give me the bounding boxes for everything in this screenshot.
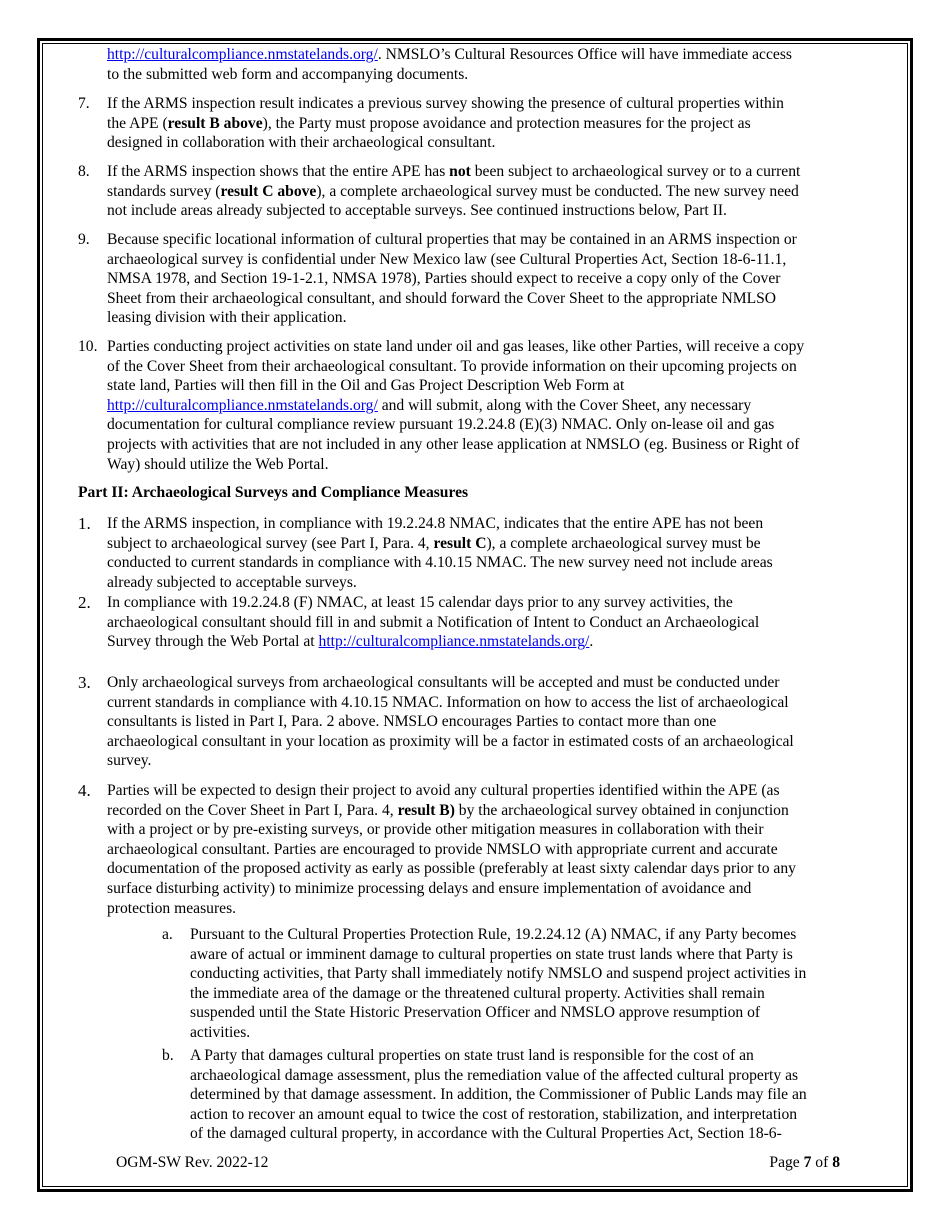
text-segment: ), a complete archaeological survey must be conducted. The new survey need	[316, 182, 799, 200]
text-line	[107, 289, 897, 309]
text-line	[107, 415, 897, 435]
text-line	[107, 820, 897, 840]
text-line	[107, 357, 897, 377]
text-segment: archaeological damage assessment, plus the remediation value of the affected cultural property as	[190, 1066, 799, 1084]
text-segment: projects with activities that are not included in any other lease application at NMSLO (eg. Business or Right of	[107, 435, 800, 453]
text-segment: survey.	[107, 752, 152, 770]
text-line	[107, 94, 897, 114]
list-number: a.	[162, 926, 173, 943]
part2-sub-item-a	[162, 925, 950, 1043]
bold-text: result C above	[220, 182, 317, 200]
bold-text: result C	[433, 534, 487, 552]
text-segment: to the submitted web form and accompanying documents.	[107, 65, 469, 83]
text-segment: documentation of the proposed activity as early as possible (preferably at least sixty calendar days prior to any	[107, 860, 796, 878]
web-portal-link[interactable]: http://culturalcompliance.nmstatelands.org/	[107, 396, 378, 414]
web-portal-link[interactable]: http://culturalcompliance.nmstatelands.org/	[107, 46, 378, 63]
list-number: 9.	[78, 231, 90, 248]
text-segment: Only archaeological surveys from archaeological consultants will be accepted and must be conducted under	[107, 674, 780, 691]
footer-page-number	[769, 1153, 840, 1173]
text-line	[190, 1023, 950, 1043]
text-line	[107, 553, 897, 573]
text-line	[107, 840, 897, 860]
text-segment: action to recover an amount equal to twice the cost of restoration, stabilization, and interpretation	[190, 1105, 798, 1123]
text-line	[107, 182, 897, 202]
list-item-9	[78, 230, 897, 328]
list-number: 8.	[78, 163, 90, 180]
list-item-7	[78, 94, 897, 153]
text-segment: Pursuant to the Cultural Properties Protection Rule, 19.2.24.12 (A) NMAC, if any Party becomes	[190, 926, 797, 943]
text-line	[107, 514, 897, 534]
text-line	[107, 879, 897, 899]
text-segment: ), the Party must propose avoidance and protection measures for the project as	[262, 114, 751, 132]
part2-list-item-3	[78, 673, 897, 771]
text-segment: aware of actual or imminent damage to cultural properties on state trust lands where that Party is	[190, 945, 793, 963]
text-line	[107, 673, 897, 693]
text-line	[107, 162, 897, 182]
text-line	[190, 984, 950, 1004]
text-segment: If the ARMS inspection, in compliance with 19.2.24.8 NMAC, indicates that the entire APE has not been	[107, 515, 764, 532]
bold-text: result B)	[397, 801, 455, 819]
web-portal-link[interactable]: http://culturalcompliance.nmstatelands.org/	[318, 633, 590, 651]
text-segment: conducting activities, that Party shall immediately notify NMSLO and suspend project activities in	[190, 965, 807, 983]
text-segment: by the archaeological survey obtained in conjunction	[454, 801, 789, 819]
text-line	[107, 781, 897, 801]
text-segment: state land, Parties will then fill in the Oil and Gas Project Description Web Form at	[107, 377, 625, 395]
footer-form-id: OGM-SW Rev. 2022-12	[116, 1154, 269, 1171]
text-line	[107, 45, 897, 65]
page-total: 8	[832, 1154, 840, 1171]
text-line	[107, 133, 897, 153]
part2-list-item-4	[78, 781, 897, 918]
text-line	[190, 945, 950, 965]
text-segment: and will submit, along with the Cover Sheet, any necessary	[377, 396, 752, 414]
text-segment: ), a complete archaeological survey must be	[486, 534, 761, 552]
text-segment: designed in collaboration with their archaeological consultant.	[107, 134, 496, 152]
text-line	[107, 201, 897, 221]
text-line	[107, 534, 897, 554]
page-of-label: of	[811, 1154, 833, 1171]
text-line	[107, 593, 897, 613]
text-segment: with a project or by pre-existing surveys, or provide other mitigation measures in collaboration with their	[107, 821, 764, 839]
text-segment: A Party that damages cultural properties on state trust land is responsible for the cost of an	[190, 1047, 754, 1064]
text-line	[107, 250, 897, 270]
text-line	[107, 613, 897, 633]
text-segment: archaeological survey is confidential under New Mexico law (see Cultural Properties Act, Section 18-6-11.1,	[107, 250, 787, 268]
text-line	[107, 65, 897, 85]
text-segment: Because specific locational information of cultural properties that may be contained in an ARMS inspection or	[107, 231, 797, 248]
text-line	[107, 899, 897, 919]
text-line	[107, 308, 897, 328]
text-line	[107, 732, 897, 752]
text-segment: archaeological consultant in your location as proximity will be a factor in estimated costs of an archaeological	[107, 732, 794, 750]
text-segment: the immediate area of the damage or the threatened cultural property. Activities shall remain	[190, 984, 765, 1002]
list-item-10	[78, 337, 897, 474]
text-segment: of the Cover Sheet from their archaeological consultant. To provide information on their upcoming projects on	[107, 357, 797, 375]
paragraph-continued-item-6	[107, 45, 897, 84]
part2-list-item-1	[78, 514, 897, 592]
text-line	[107, 632, 897, 652]
text-segment: current standards in compliance with 4.10.15 NMAC. Information on how to access the list of archaeological	[107, 693, 789, 711]
list-number: 7.	[78, 95, 90, 112]
text-segment: documentation for cultural compliance review pursuant 19.2.24.8 (E)(3) NMAC. Only on-lease oil and gas	[107, 416, 775, 434]
text-segment: standards survey (	[107, 182, 221, 200]
text-line	[107, 693, 897, 713]
text-segment: leasing division with their application.	[107, 309, 347, 327]
list-number: 3.	[78, 673, 91, 692]
text-line	[107, 337, 897, 357]
text-line	[107, 114, 897, 134]
text-line	[107, 801, 897, 821]
text-line	[190, 925, 950, 945]
text-line	[107, 859, 897, 879]
text-segment: Survey through the Web Portal at	[107, 633, 319, 651]
text-segment: If the ARMS inspection result indicates a previous survey showing the presence of cultural properties within	[107, 95, 784, 112]
text-segment: determined by that damage assessment. In addition, the Commissioner of Public Lands may file an	[190, 1086, 807, 1104]
text-segment: of the damaged cultural property, in accordance with the Cultural Properties Act, Section 18-6-	[190, 1125, 782, 1143]
text-segment: activities.	[190, 1023, 251, 1041]
text-line	[190, 1066, 950, 1086]
text-segment: Way) should utilize the Web Portal.	[107, 455, 329, 473]
list-item-8	[78, 162, 897, 221]
text-segment: .	[377, 46, 386, 63]
bold-text: not	[449, 163, 471, 180]
page-current: 7	[803, 1154, 812, 1171]
text-segment: NMSA 1978, and Section 19-1-2.1, NMSA 1978), Parties should expect to receive a copy only of the Cover	[107, 270, 781, 288]
text-segment: Parties will be expected to design their project to avoid any cultural properties identified within the APE (as	[107, 782, 780, 799]
text-line	[107, 230, 897, 250]
text-segment: protection measures.	[107, 899, 237, 917]
text-line	[190, 964, 950, 984]
text-segment: been subject to archaeological survey or to a current	[470, 163, 801, 180]
list-number: 1.	[78, 514, 91, 533]
text-line	[107, 269, 897, 289]
list-number: b.	[162, 1047, 174, 1064]
text-line	[107, 712, 897, 732]
text-line	[190, 1105, 950, 1125]
text-line	[190, 1124, 950, 1144]
text-segment: If the ARMS inspection shows that the entire APE has	[107, 163, 450, 180]
text-segment: NMSLO’s Cultural Resources Office will have immediate access	[385, 46, 792, 63]
text-line	[107, 573, 897, 593]
text-segment: Sheet from their archaeological consultant, and should forward the Cover Sheet to the appropriate NMLSO	[107, 289, 777, 307]
text-line	[190, 1003, 950, 1023]
part-2-heading: Part II: Archaeological Surveys and Compliance Measures	[78, 484, 469, 501]
text-segment: subject to archaeological survey (see Part I, Para. 4,	[107, 534, 434, 552]
text-line	[190, 1046, 950, 1066]
text-segment: consultants is listed in Part I, Para. 2 above. NMSLO encourages Parties to contact more than one	[107, 713, 717, 731]
text-segment: archaeological consultant should fill in and submit a Notification of Intent to Conduct an Archaeological	[107, 613, 760, 631]
text-line	[107, 396, 897, 416]
text-segment: surface disturbing activity) to minimize processing delays and ensure implementation of avoidance and	[107, 879, 752, 897]
list-number: 2.	[78, 593, 91, 612]
text-line	[107, 751, 897, 771]
bold-text: result B above	[167, 114, 263, 132]
text-line	[107, 376, 897, 396]
text-segment: .	[589, 633, 594, 651]
text-segment: not include areas already subjected to acceptable surveys. See continued instructions below, Part II.	[107, 202, 727, 220]
text-segment: suspended until the State Historic Preservation Officer and NMSLO approve resumption of	[190, 1004, 761, 1022]
text-line	[190, 1085, 950, 1105]
text-segment: the APE (	[107, 114, 168, 132]
text-segment: Parties conducting project activities on state land under oil and gas leases, like other Parties, will receive a copy	[107, 338, 805, 355]
page-label: Page	[769, 1154, 804, 1171]
part2-list-item-2	[78, 593, 897, 652]
text-segment: conducted to current standards in compliance with 4.10.15 NMAC. The new survey need not include areas	[107, 554, 773, 572]
text-segment: In compliance with 19.2.24.8 (F) NMAC, at least 15 calendar days prior to any survey activities, the	[107, 594, 733, 611]
text-segment: recorded on the Cover Sheet in Part I, Para. 4,	[107, 801, 398, 819]
part2-sub-item-b	[162, 1046, 950, 1144]
text-line	[107, 455, 897, 475]
text-segment: already subjected to acceptable surveys.	[107, 573, 357, 591]
list-number: 10.	[78, 338, 98, 355]
list-number: 4.	[78, 781, 91, 800]
text-segment: archaeological consultant. Parties are encouraged to provide NMSLO with appropriate current and accurate	[107, 840, 778, 858]
text-line	[107, 435, 897, 455]
